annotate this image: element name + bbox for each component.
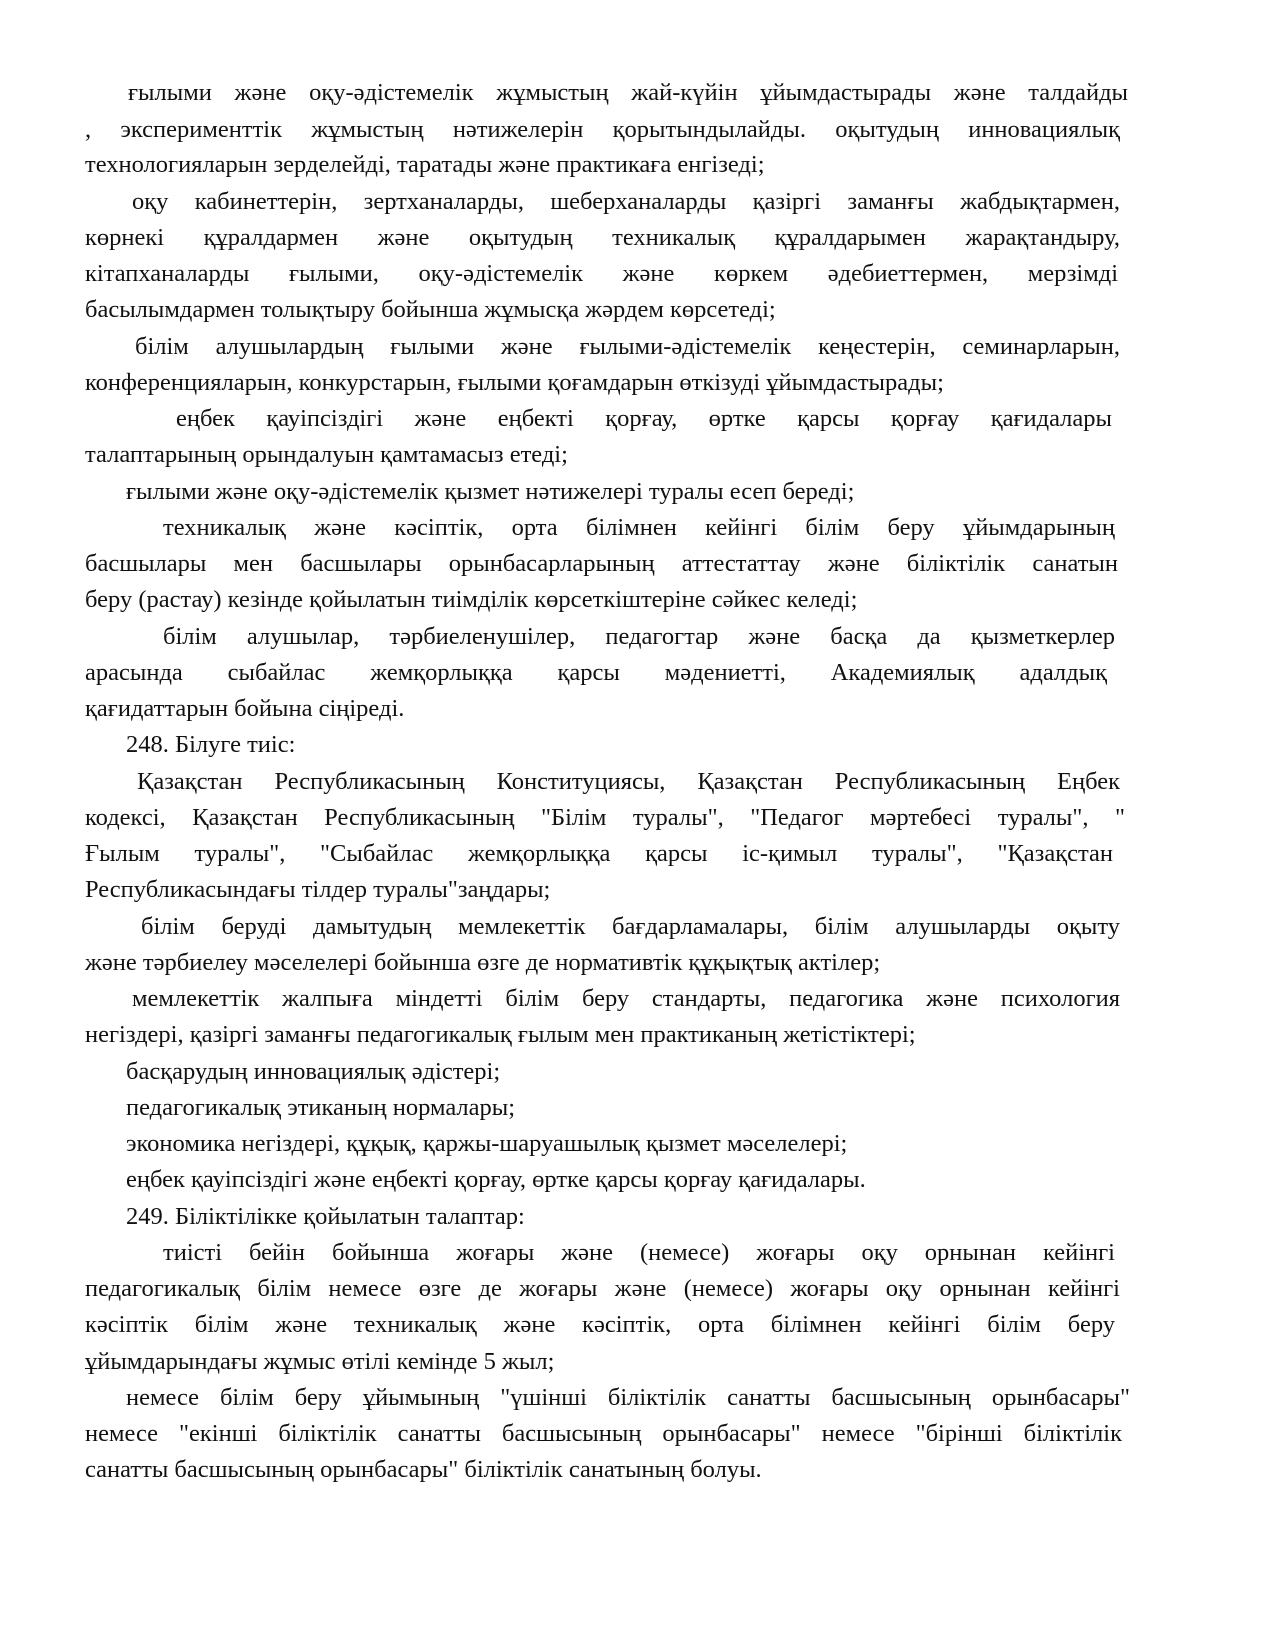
text-line: кодексі, Қазақстан Республикасының "Білім туралы", "Педагог мәртебесі туралы", " [85,804,1125,831]
text-line: талаптарының орындалуын қамтамасыз етеді; [85,441,568,468]
text-line: техникалық және кәсіптік, орта білімнен кейінгі білім беру ұйымдарының [163,514,1115,541]
text-line: ұйымдарындағы жұмыс өтілі кемінде 5 жыл; [85,1348,555,1375]
text-line: Қазақстан Республикасының Конституциясы, Қазақстан Республикасының Еңбек [137,768,1120,795]
text-line: кітапханаларды ғылыми, оқу-әдістемелік және көркем әдебиеттермен, мерзімді [85,260,1118,287]
text-line: және тәрбиелеу мәселелері бойынша өзге де нормативтік құқықтық актілер; [85,949,881,976]
text-line: еңбек қауіпсіздігі және еңбекті қорғау, өртке қарсы қорғау қағидалары. [126,1166,866,1193]
text-line: арасында сыбайлас жемқорлыққа қарсы мәдениетті, Академиялық адалдық [85,659,1107,686]
text-line: Республикасындағы тілдер туралы"заңдары; [85,876,551,903]
text-line: білім беруді дамытудың мемлекеттік бағдарламалары, білім алушыларды оқыту [141,913,1120,940]
text-line: технологияларын зерделейді, таратады және практикаға енгізеді; [85,151,765,178]
text-line: немесе білім беру ұйымының "үшінші біліктілік санатты басшысының орынбасары" [126,1384,1130,1411]
text-line: Ғылым туралы", "Сыбайлас жемқорлыққа қарсы іс-қимыл туралы", "Қазақстан [85,840,1113,867]
text-line: тиісті бейін бойынша жоғары және (немесе) жоғары оқу орнынан кейінгі [163,1239,1115,1266]
text-line: педагогикалық этиканың нормалары; [126,1094,516,1121]
text-line: 249. Біліктілікке қойылатын талаптар: [126,1203,525,1230]
text-line: экономика негіздері, құқық, қаржы-шаруашылық қызмет мәселелері; [126,1130,848,1157]
text-line: көрнекі құралдармен және оқытудың техникалық құралдарымен жарақтандыру, [85,224,1120,251]
text-line: қағидаттарын бойына сіңіреді. [85,695,405,722]
text-line: , эксперименттік жұмыстың нәтижелерін қорытындылайды. оқытудың инновациялық [85,116,1120,143]
text-line: басқарудың инновациялық әдістері; [126,1058,501,1085]
text-line: 248. Білуге тиіс: [126,731,296,758]
text-line: конференцияларын, конкурстарын, ғылыми қоғамдарын өткізуді ұйымдастырады; [85,369,944,396]
text-line: беру (растау) кезінде қойылатын тиімділік көрсеткіштеріне сәйкес келеді; [85,586,858,613]
text-line: мемлекеттік жалпыға міндетті білім беру стандарты, педагогика және психология [132,985,1120,1012]
text-line: педагогикалық білім немесе өзге де жоғары және (немесе) жоғары оқу орнынан кейінгі [85,1275,1120,1302]
text-line: басылымдармен толықтыру бойынша жұмысқа жәрдем көрсетеді; [85,296,776,323]
text-line: немесе "екінші біліктілік санатты басшысының орынбасары" немесе "бірінші біліктілік [85,1420,1122,1447]
text-line: ғылыми және оқу-әдістемелік қызмет нәтижелері туралы есеп береді; [126,478,855,505]
text-line: кәсіптік білім және техникалық және кәсіптік, орта білімнен кейінгі білім беру [85,1311,1115,1338]
text-line: негіздері, қазіргі заманғы педагогикалық ғылым мен практиканың жетістіктері; [85,1021,916,1048]
text-line: ғылыми және оқу-әдістемелік жұмыстың жай-күйін ұйымдастырады және талдайды [128,79,1128,106]
text-line: басшылары мен басшылары орынбасарларының аттестаттау және біліктілік санатын [85,550,1118,577]
text-line: санатты басшысының орынбасары" біліктілік санатының болуы. [85,1456,762,1483]
text-line: білім алушылардың ғылыми және ғылыми-әдістемелік кеңестерін, семинарларын, [135,333,1120,360]
text-line: еңбек қауіпсіздігі және еңбекті қорғау, өртке қарсы қорғау қағидалары [176,405,1112,432]
text-line: білім алушылар, тәрбиеленушілер, педагогтар және басқа да қызметкерлер [163,623,1115,650]
text-line: оқу кабинеттерін, зертханаларды, шеберханаларды қазіргі заманғы жабдықтармен, [132,188,1120,215]
